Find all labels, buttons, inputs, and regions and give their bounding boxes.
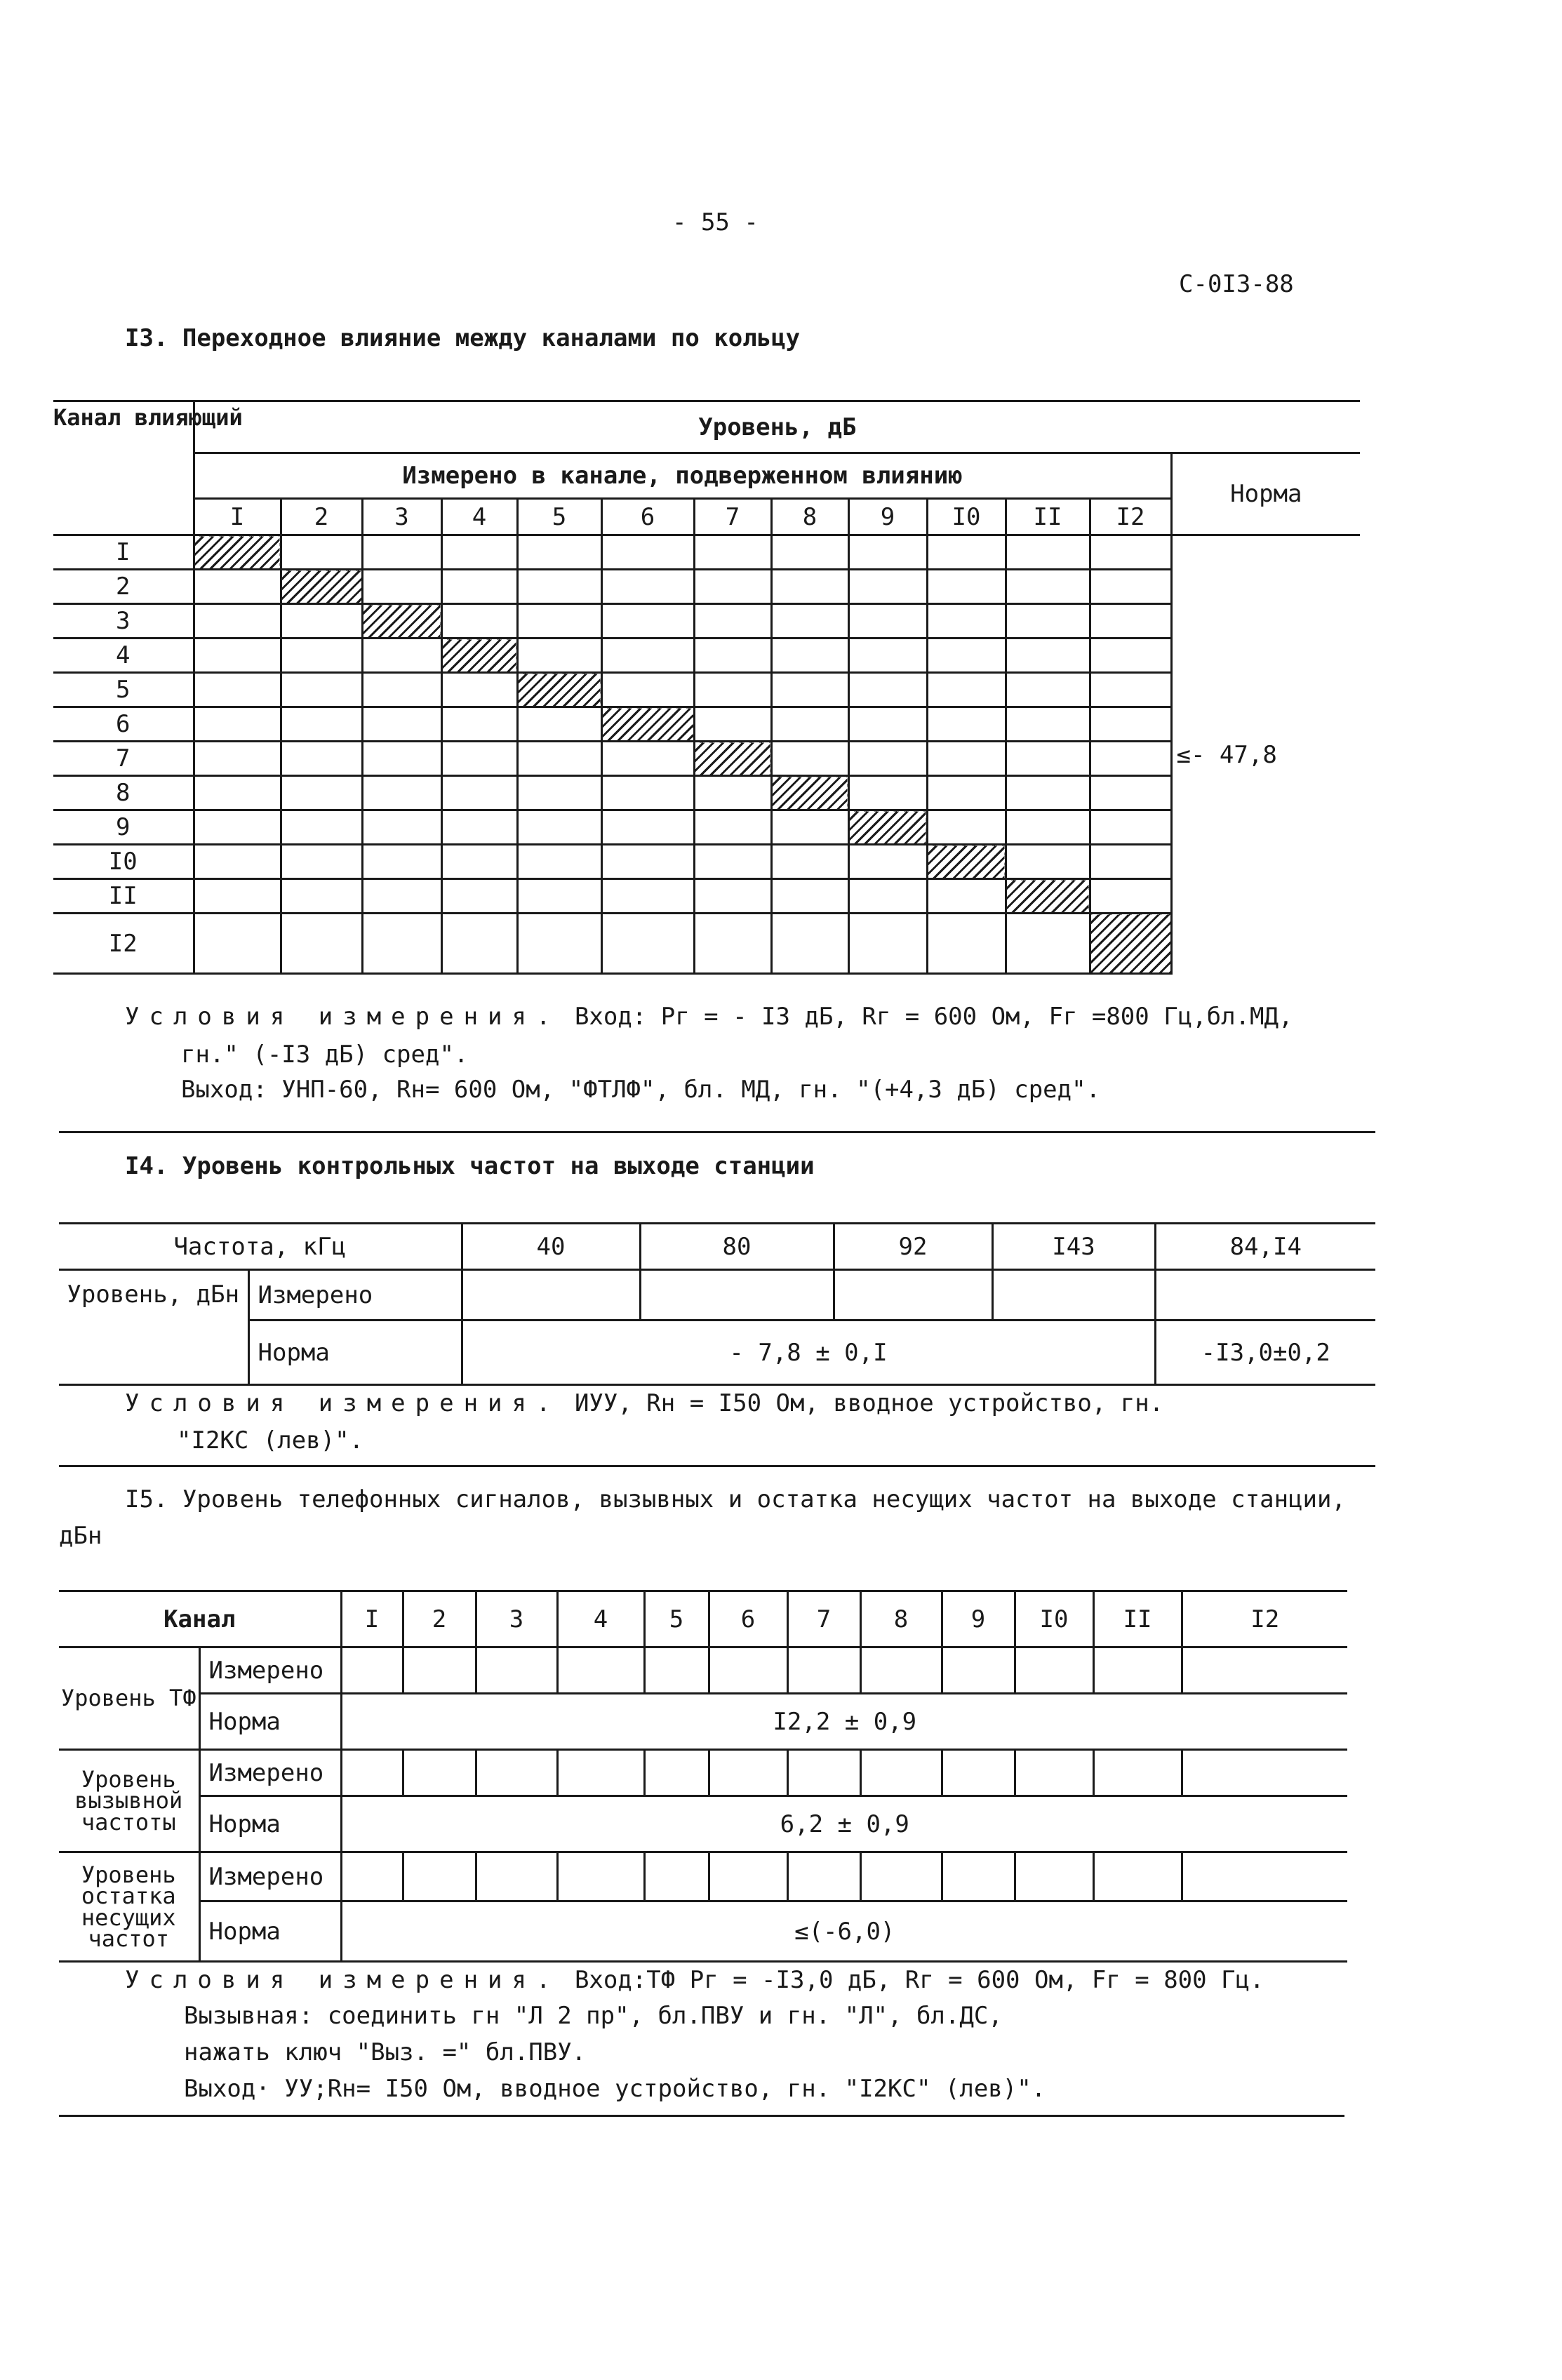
influencing-channel-label: 6 <box>53 707 194 742</box>
measured-cell <box>771 742 848 776</box>
crosstalk-row <box>53 570 1360 604</box>
measured-cell <box>1090 535 1171 570</box>
measured-cell <box>848 742 927 776</box>
hatched-diagonal-cell <box>601 707 694 742</box>
measured-cell <box>517 604 601 639</box>
measured-cell <box>644 1647 709 1694</box>
measured-cell <box>441 673 517 707</box>
measured-cell <box>927 604 1006 639</box>
norm-value: ≤(-6,0) <box>341 1901 1347 1962</box>
measured-cell <box>694 879 771 914</box>
measured-cell <box>771 673 848 707</box>
measured-cell <box>441 535 517 570</box>
channel-col: II <box>1093 1591 1182 1647</box>
measured-cell <box>927 742 1006 776</box>
measured-cell <box>694 673 771 707</box>
measured-cell <box>601 810 694 845</box>
measured-cell <box>644 1852 709 1901</box>
measured-label: Измерено <box>199 1750 341 1796</box>
measured-cell <box>362 707 441 742</box>
measured-cell <box>942 1852 1015 1901</box>
measured-cell <box>771 639 848 673</box>
freq-cell: I43 <box>992 1224 1155 1270</box>
measured-cell <box>1093 1647 1182 1694</box>
measured-cell <box>194 776 281 810</box>
measured-cell <box>441 776 517 810</box>
signal-level-table <box>59 1590 1347 1963</box>
victim-channel-col: 5 <box>517 499 601 535</box>
measured-cell <box>1006 742 1090 776</box>
measured-cell <box>1006 776 1090 810</box>
s15-conditions-label: Условия измерения. <box>125 1966 561 1994</box>
measured-cell <box>194 604 281 639</box>
freq-cell: 92 <box>834 1224 992 1270</box>
crosstalk-row <box>53 639 1360 673</box>
crosstalk-row <box>53 673 1360 707</box>
measured-cell <box>601 845 694 879</box>
measured-cell <box>771 707 848 742</box>
divider <box>59 1465 1375 1467</box>
norm-main-value: - 7,8 ± 0,I <box>462 1321 1155 1385</box>
measured-cell <box>441 570 517 604</box>
measured-cell <box>362 673 441 707</box>
measured-cell <box>341 1647 403 1694</box>
measured-cell <box>194 673 281 707</box>
measured-cell <box>362 914 441 974</box>
measured-cell <box>441 604 517 639</box>
measured-cell <box>441 742 517 776</box>
victim-channel-col: 3 <box>362 499 441 535</box>
measured-cell <box>1015 1852 1093 1901</box>
measured-cell <box>281 879 362 914</box>
norm-label: Норма <box>248 1321 462 1385</box>
s13-conditions-input-2: гн." (-I3 дБ) сред". <box>181 1041 469 1069</box>
measured-cell <box>771 604 848 639</box>
measured-cell <box>462 1270 640 1321</box>
measured-cell <box>1090 845 1171 879</box>
channel-header: Канал <box>59 1591 341 1647</box>
measured-cell <box>927 776 1006 810</box>
measured-cell <box>1006 570 1090 604</box>
measured-cell <box>848 570 927 604</box>
measured-cell <box>1006 673 1090 707</box>
measured-cell <box>1090 742 1171 776</box>
norm-label: Норма <box>199 1796 341 1852</box>
measured-cell <box>601 742 694 776</box>
measured-cell <box>1090 673 1171 707</box>
control-freq-table <box>59 1222 1375 1386</box>
measured-cell <box>557 1750 644 1796</box>
measured-cell <box>194 879 281 914</box>
measured-cell <box>517 570 601 604</box>
measured-cell <box>1090 604 1171 639</box>
victim-channel-col: 4 <box>441 499 517 535</box>
measured-cell <box>362 535 441 570</box>
measured-cell <box>362 879 441 914</box>
channel-col: 7 <box>787 1591 860 1647</box>
section-15-title-unit: дБн <box>59 1522 102 1550</box>
measured-cell <box>694 639 771 673</box>
page-number: - 55 - <box>672 208 759 236</box>
measured-cell <box>281 535 362 570</box>
hatched-diagonal-cell <box>281 570 362 604</box>
measured-cell <box>709 1647 787 1694</box>
measured-cell <box>281 707 362 742</box>
measured-cell <box>694 776 771 810</box>
measured-cell <box>601 604 694 639</box>
measured-cell <box>557 1647 644 1694</box>
hatched-diagonal-cell <box>194 535 281 570</box>
channel-col: 3 <box>476 1591 557 1647</box>
freq-cell: 80 <box>640 1224 834 1270</box>
measured-cell <box>640 1270 834 1321</box>
measured-cell <box>403 1852 476 1901</box>
crosstalk-table <box>53 400 1360 975</box>
norm-label: Норма <box>199 1694 341 1750</box>
hatched-diagonal-cell <box>517 673 601 707</box>
hatched-diagonal-cell <box>771 776 848 810</box>
measured-cell <box>194 639 281 673</box>
divider <box>59 2115 1344 2117</box>
s14-conditions-label: Условия измерения. <box>125 1389 561 1417</box>
measured-cell <box>848 707 927 742</box>
measured-cell <box>1015 1647 1093 1694</box>
measured-cell <box>476 1852 557 1901</box>
channel-col: I <box>341 1591 403 1647</box>
crosstalk-row <box>53 810 1360 845</box>
influencing-channel-label: II <box>53 879 194 914</box>
measured-cell <box>362 810 441 845</box>
measured-cell <box>644 1750 709 1796</box>
measured-in-header: Измерено в канале, подверженном влиянию <box>194 453 1171 499</box>
measured-label: Измерено <box>248 1270 462 1321</box>
measured-cell <box>860 1647 942 1694</box>
measured-cell <box>709 1750 787 1796</box>
influencing-channel-label: I2 <box>53 914 194 974</box>
measured-cell <box>1006 810 1090 845</box>
hatched-diagonal-cell <box>441 639 517 673</box>
measured-cell <box>341 1852 403 1901</box>
measured-cell <box>281 742 362 776</box>
victim-channel-col: 2 <box>281 499 362 535</box>
influencing-channel-label: 3 <box>53 604 194 639</box>
hatched-diagonal-cell <box>927 845 1006 879</box>
measured-cell <box>1090 776 1171 810</box>
measured-cell <box>557 1852 644 1901</box>
measured-cell <box>476 1750 557 1796</box>
measured-cell <box>860 1852 942 1901</box>
measured-cell <box>517 845 601 879</box>
measured-cell <box>1006 914 1090 974</box>
measured-cell <box>771 879 848 914</box>
measured-cell <box>942 1647 1015 1694</box>
measured-cell <box>601 914 694 974</box>
measured-cell <box>476 1647 557 1694</box>
group-label: Уровень остатка несущих частот <box>59 1852 199 1962</box>
s15-conditions-key: нажать ключ "Выз. =" бл.ПВУ. <box>184 2038 587 2066</box>
victim-channel-col: I <box>194 499 281 535</box>
measured-cell <box>194 845 281 879</box>
measured-cell <box>441 707 517 742</box>
measured-label: Измерено <box>199 1852 341 1901</box>
measured-cell <box>362 776 441 810</box>
measured-cell <box>709 1852 787 1901</box>
measured-cell <box>1006 535 1090 570</box>
measured-cell <box>694 570 771 604</box>
measured-cell <box>441 845 517 879</box>
measured-cell <box>1015 1750 1093 1796</box>
section-13-title: I3. Переходное влияние между каналами по кольцу <box>125 324 801 352</box>
victim-channel-col: 8 <box>771 499 848 535</box>
s15-conditions-input: Вход:ТФ Pг = -I3,0 дБ, Rг = 600 Ом, Fг = 800 Гц. <box>574 1966 1264 1994</box>
channel-col: 9 <box>942 1591 1015 1647</box>
divider <box>59 1131 1375 1133</box>
measured-cell <box>362 570 441 604</box>
victim-channel-col: II <box>1006 499 1090 535</box>
channel-col: I2 <box>1182 1591 1347 1647</box>
measured-cell <box>771 570 848 604</box>
measured-cell <box>441 914 517 974</box>
victim-channel-col: 6 <box>601 499 694 535</box>
measured-cell <box>281 810 362 845</box>
measured-cell <box>194 914 281 974</box>
measured-cell <box>1006 604 1090 639</box>
crosstalk-row <box>53 845 1360 879</box>
influencing-channel-label: I <box>53 535 194 570</box>
measured-cell <box>601 879 694 914</box>
victim-channel-col: 9 <box>848 499 927 535</box>
measured-cell <box>694 810 771 845</box>
hatched-diagonal-cell <box>1006 879 1090 914</box>
level-row-label: Уровень, дБн <box>59 1270 248 1385</box>
channel-col: 2 <box>403 1591 476 1647</box>
section-15-title: I5. Уровень телефонных сигналов, вызывных и остатка несущих частот на выходе станции, <box>125 1485 1346 1513</box>
crosstalk-row <box>53 776 1360 810</box>
measured-cell <box>927 879 1006 914</box>
measured-cell <box>517 914 601 974</box>
norm-header: Норма <box>1171 453 1360 535</box>
measured-cell <box>441 879 517 914</box>
crosstalk-row <box>53 535 1360 570</box>
measured-cell <box>1090 879 1171 914</box>
norm-value: 6,2 ± 0,9 <box>341 1796 1347 1852</box>
col-channel-header: Канал влияющий <box>53 401 194 535</box>
channel-col: 5 <box>644 1591 709 1647</box>
measured-cell <box>848 879 927 914</box>
measured-cell <box>834 1270 992 1321</box>
norm-value: ≤- 47,8 <box>1171 535 1360 974</box>
s14-conditions-text: ИУУ, Rн = I50 Ом, вводное устройство, гн. <box>574 1389 1164 1417</box>
s13-conditions-label: Условия измерения. <box>125 1003 561 1031</box>
measured-cell <box>194 570 281 604</box>
measured-cell <box>601 535 694 570</box>
influencing-channel-label: 2 <box>53 570 194 604</box>
crosstalk-row <box>53 604 1360 639</box>
measured-cell <box>517 776 601 810</box>
norm-label: Норма <box>199 1901 341 1962</box>
measured-cell <box>848 535 927 570</box>
measured-cell <box>341 1750 403 1796</box>
measured-cell <box>1006 707 1090 742</box>
channel-col: 8 <box>860 1591 942 1647</box>
measured-cell <box>694 845 771 879</box>
measured-cell <box>601 673 694 707</box>
measured-cell <box>194 810 281 845</box>
measured-cell <box>848 845 927 879</box>
measured-cell <box>927 535 1006 570</box>
s13-conditions-output: Выход: УНП-60, Rн= 600 Ом, "ФТЛФ", бл. МД, гн. "(+4,3 дБ) сред". <box>181 1076 1101 1104</box>
measured-cell <box>601 639 694 673</box>
measured-cell <box>771 914 848 974</box>
measured-cell <box>1093 1750 1182 1796</box>
freq-label: Частота, кГц <box>59 1224 462 1270</box>
measured-cell <box>1006 845 1090 879</box>
measured-cell <box>1090 639 1171 673</box>
measured-cell <box>1155 1270 1375 1321</box>
s15-conditions-call: Вызывная: соединить гн "Л 2 пр", бл.ПВУ и гн. "Л", бл.ДС, <box>184 2002 1003 2030</box>
measured-cell <box>441 810 517 845</box>
hatched-diagonal-cell <box>848 810 927 845</box>
norm-value: I2,2 ± 0,9 <box>341 1694 1347 1750</box>
measured-cell <box>403 1750 476 1796</box>
measured-cell <box>194 742 281 776</box>
victim-channel-col: 7 <box>694 499 771 535</box>
measured-cell <box>848 604 927 639</box>
influencing-channel-label: 7 <box>53 742 194 776</box>
s13-conditions-input: Вход: Pг = - I3 дБ, Rг = 600 Ом, Fг =800 Гц,бл.МД, <box>574 1003 1293 1031</box>
measured-cell <box>281 604 362 639</box>
measured-cell <box>771 810 848 845</box>
crosstalk-row <box>53 914 1360 974</box>
victim-channel-col: I0 <box>927 499 1006 535</box>
crosstalk-row <box>53 742 1360 776</box>
measured-cell <box>403 1647 476 1694</box>
measured-cell <box>927 570 1006 604</box>
influencing-channel-label: 5 <box>53 673 194 707</box>
freq-cell: 40 <box>462 1224 640 1270</box>
measured-cell <box>601 570 694 604</box>
measured-cell <box>787 1647 860 1694</box>
group-label: Уровень ТФ <box>59 1647 199 1750</box>
measured-label: Измерено <box>199 1647 341 1694</box>
measured-cell <box>601 776 694 810</box>
measured-cell <box>517 639 601 673</box>
measured-cell <box>194 707 281 742</box>
measured-cell <box>860 1750 942 1796</box>
channel-col: I0 <box>1015 1591 1093 1647</box>
measured-cell <box>1182 1750 1347 1796</box>
measured-cell <box>1182 1647 1347 1694</box>
measured-cell <box>1093 1852 1182 1901</box>
measured-cell <box>694 914 771 974</box>
influencing-channel-label: 4 <box>53 639 194 673</box>
measured-cell <box>517 535 601 570</box>
channel-col: 6 <box>709 1591 787 1647</box>
measured-cell <box>281 776 362 810</box>
s15-conditions-output: Выход· УУ;Rн= I50 Ом, вводное устройство, гн. "I2КС" (лев)". <box>184 2075 1046 2103</box>
measured-cell <box>771 535 848 570</box>
measured-cell <box>694 604 771 639</box>
group-label: Уровень вызывной частоты <box>59 1750 199 1852</box>
measured-cell <box>848 639 927 673</box>
measured-cell <box>1090 810 1171 845</box>
influencing-channel-label: 8 <box>53 776 194 810</box>
measured-cell <box>694 535 771 570</box>
hatched-diagonal-cell <box>362 604 441 639</box>
measured-cell <box>1006 639 1090 673</box>
measured-cell <box>281 673 362 707</box>
s14-conditions-text-2: "I2КС (лев)". <box>177 1426 364 1455</box>
measured-cell <box>281 845 362 879</box>
measured-cell <box>1090 570 1171 604</box>
measured-cell <box>927 810 1006 845</box>
measured-cell <box>787 1750 860 1796</box>
measured-cell <box>942 1750 1015 1796</box>
measured-cell <box>517 810 601 845</box>
measured-cell <box>848 914 927 974</box>
level-header: Уровень, дБ <box>194 401 1360 453</box>
measured-cell <box>848 673 927 707</box>
measured-cell <box>1090 707 1171 742</box>
measured-cell <box>281 914 362 974</box>
norm-last-value: -I3,0±0,2 <box>1155 1321 1375 1385</box>
measured-cell <box>927 914 1006 974</box>
crosstalk-row <box>53 879 1360 914</box>
measured-cell <box>362 845 441 879</box>
measured-cell <box>927 673 1006 707</box>
measured-cell <box>517 879 601 914</box>
victim-channel-col: I2 <box>1090 499 1171 535</box>
measured-cell <box>787 1852 860 1901</box>
measured-cell <box>362 639 441 673</box>
measured-cell <box>992 1270 1155 1321</box>
measured-cell <box>927 707 1006 742</box>
measured-cell <box>281 639 362 673</box>
influencing-channel-label: I0 <box>53 845 194 879</box>
measured-cell <box>848 776 927 810</box>
section-14-title: I4. Уровень контрольных частот на выходе станции <box>125 1152 815 1180</box>
crosstalk-row <box>53 707 1360 742</box>
measured-cell <box>517 742 601 776</box>
doc-code: С-0I3-88 <box>1179 270 1294 298</box>
measured-cell <box>1182 1852 1347 1901</box>
measured-cell <box>694 707 771 742</box>
hatched-diagonal-cell <box>1090 914 1171 974</box>
freq-cell: 84,I4 <box>1155 1224 1375 1270</box>
measured-cell <box>927 639 1006 673</box>
measured-cell <box>362 742 441 776</box>
channel-col: 4 <box>557 1591 644 1647</box>
hatched-diagonal-cell <box>694 742 771 776</box>
measured-cell <box>771 845 848 879</box>
measured-cell <box>517 707 601 742</box>
influencing-channel-label: 9 <box>53 810 194 845</box>
